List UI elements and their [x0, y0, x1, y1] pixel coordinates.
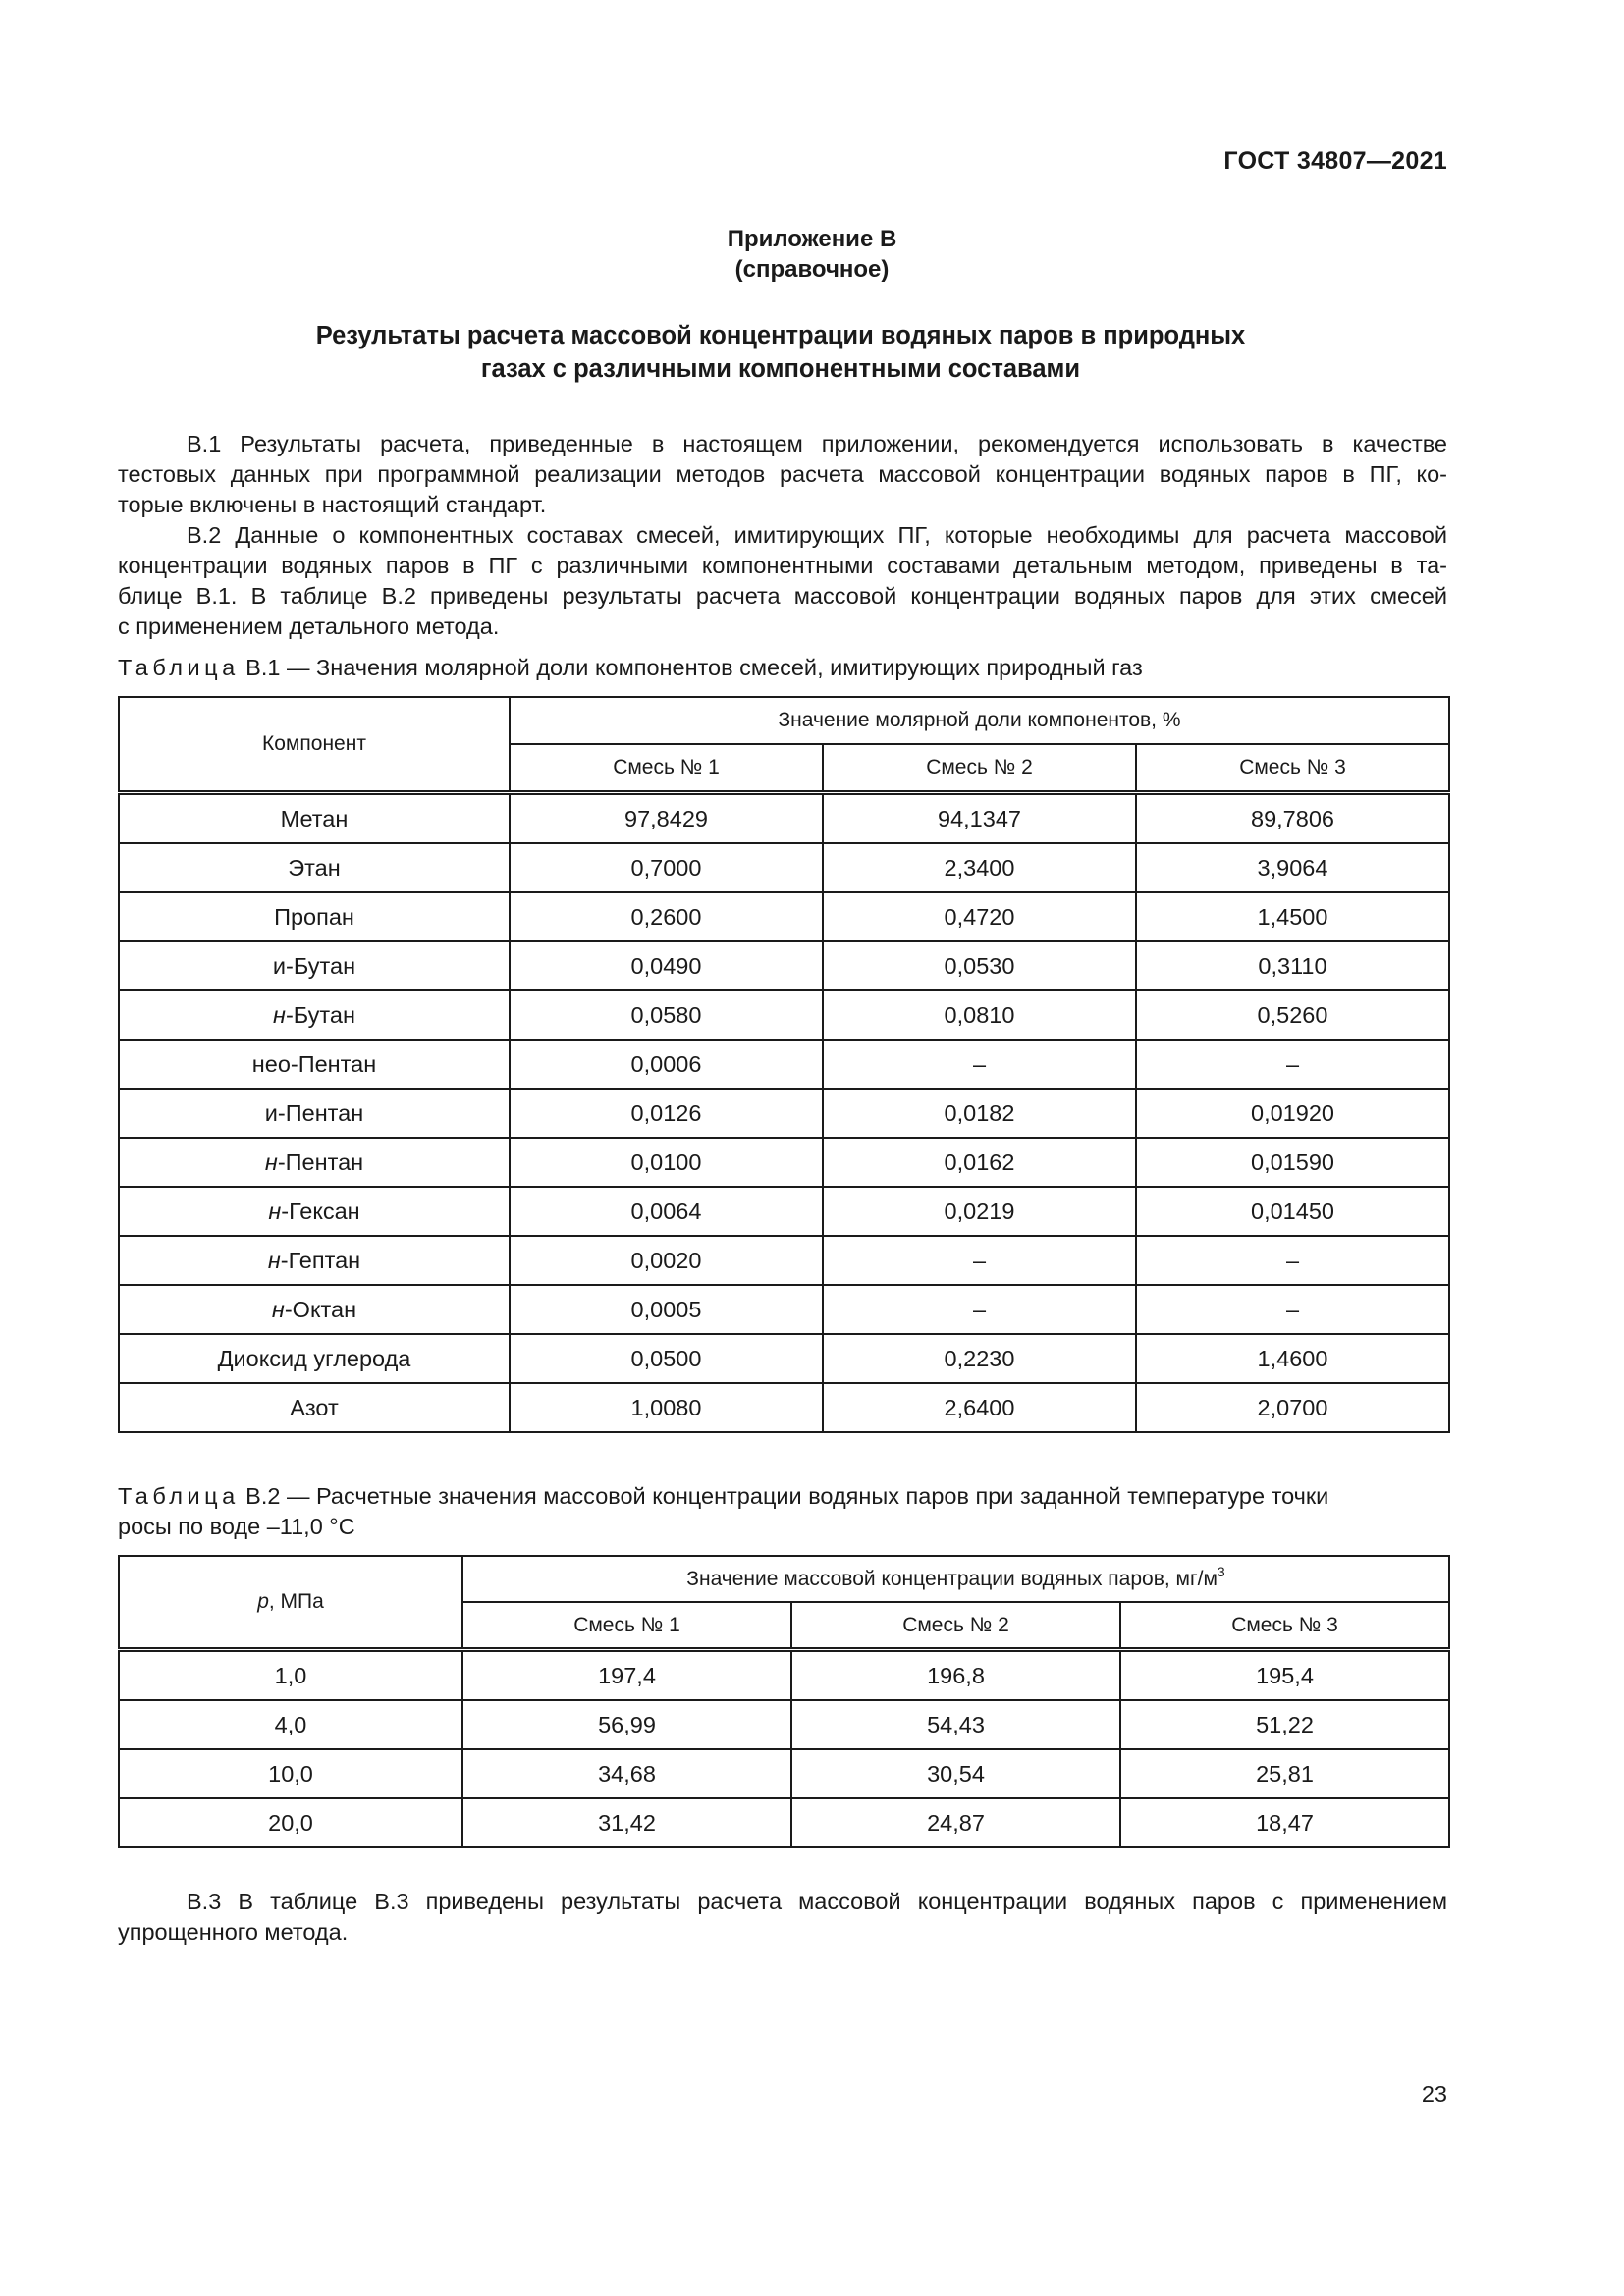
mole-fraction-cell: 0,0500 — [510, 1334, 823, 1383]
table-row — [119, 1700, 1449, 1749]
component-label: -Гептан — [280, 1247, 361, 1273]
mole-fraction-cell: 0,0182 — [823, 1089, 1136, 1138]
concentration-cell: 197,4 — [462, 1650, 791, 1701]
mole-fraction-cell: – — [823, 1285, 1136, 1334]
component-label: Метан — [280, 805, 349, 831]
concentration-cell: 56,99 — [462, 1700, 791, 1749]
component-label: Этан — [288, 854, 341, 881]
concentration-cell: 24,87 — [791, 1798, 1120, 1847]
table-row — [119, 1334, 1449, 1383]
paragraph-b1 — [118, 429, 1447, 520]
section-title — [0, 319, 1561, 386]
component-name — [119, 1383, 510, 1432]
mole-fraction-cell: 0,3110 — [1136, 941, 1449, 990]
concentration-cell: 31,42 — [462, 1798, 791, 1847]
component-name — [119, 990, 510, 1040]
mole-fraction-cell: 0,0064 — [510, 1187, 823, 1236]
mole-fraction-cell: 1,4600 — [1136, 1334, 1449, 1383]
paragraph-line: торые включены в настоящий стандарт. — [118, 492, 547, 517]
table-row — [119, 990, 1449, 1040]
table-row — [119, 1187, 1449, 1236]
component-name — [119, 1138, 510, 1187]
section-title-line-2: газах с различными компонентными составами — [480, 355, 1081, 383]
pressure-cell: 1,0 — [119, 1650, 462, 1701]
mole-fraction-cell: 94,1347 — [823, 793, 1136, 844]
table1-caption-text: В.1 — Значения молярной доли компонентов смесей, имитирующих природный газ — [239, 655, 1143, 680]
table-row — [119, 1798, 1449, 1847]
table1-caption-label: Таблица — [118, 655, 240, 680]
concentration-cell: 195,4 — [1120, 1650, 1449, 1701]
table-row — [119, 892, 1449, 941]
paragraph-line: В.3 В таблице В.3 приведены результаты расчета массовой концентрации водяных паров с применением — [187, 1889, 1447, 1914]
mole-fraction-cell: 0,01920 — [1136, 1089, 1449, 1138]
mole-fraction-cell: 0,2230 — [823, 1334, 1136, 1383]
mole-fraction-cell: 0,4720 — [823, 892, 1136, 941]
concentration-cell: 18,47 — [1120, 1798, 1449, 1847]
pressure-unit: , МПа — [268, 1590, 324, 1613]
table1-body — [119, 793, 1449, 1433]
mole-fraction-cell: – — [1136, 1236, 1449, 1285]
component-label: нео-Пентан — [251, 1050, 377, 1077]
table1-header-mix-3: Смесь № 3 — [1136, 744, 1449, 793]
paragraph-line: с применением детального метода. — [118, 614, 500, 639]
table1-header-group: Значение молярной доли компонентов, % — [510, 697, 1449, 744]
component-label: и-Пентан — [264, 1099, 364, 1126]
table2-header-group-sup: 3 — [1217, 1563, 1225, 1579]
paragraph-line: тестовых данных при программной реализации методов расчета массовой концентрации водяных паров в ПГ, ко- — [118, 461, 1447, 487]
table-row — [119, 843, 1449, 892]
component-name — [119, 1236, 510, 1285]
table2-caption-line-1 — [118, 1481, 1447, 1512]
component-label: -Гексан — [281, 1198, 360, 1224]
component-name — [119, 1285, 510, 1334]
mole-fraction-cell: 0,7000 — [510, 843, 823, 892]
table-row — [119, 1089, 1449, 1138]
component-name — [119, 1089, 510, 1138]
table-row — [119, 793, 1449, 844]
component-name — [119, 1334, 510, 1383]
mole-fraction-cell: 2,3400 — [823, 843, 1136, 892]
mole-fraction-cell: 3,9064 — [1136, 843, 1449, 892]
table-row — [119, 1383, 1449, 1432]
table-row — [119, 941, 1449, 990]
table1-header-mix-1: Смесь № 1 — [510, 744, 823, 793]
section-title-line-1: Результаты расчета массовой концентрации водяных паров в природных — [315, 322, 1246, 349]
table2-body — [119, 1650, 1449, 1848]
table2-caption-text: В.2 — Расчетные значения массовой концентрации водяных паров при заданной температуре точки — [239, 1483, 1329, 1509]
table2-caption-line-2: росы по воде –11,0 °С — [118, 1514, 355, 1539]
component-label: Азот — [290, 1394, 339, 1420]
concentration-cell: 34,68 — [462, 1749, 791, 1798]
table-b1 — [118, 696, 1450, 1433]
component-label: и-Бутан — [272, 952, 356, 979]
pressure-cell: 10,0 — [119, 1749, 462, 1798]
component-label: -Бутан — [285, 1001, 355, 1028]
concentration-cell: 51,22 — [1120, 1700, 1449, 1749]
paragraph-line: концентрации водяных паров в ПГ с различными компонентными составами детальным методом, приведены в та- — [118, 553, 1447, 578]
paragraph-line: В.2 Данные о компонентных составах смесей, имитирующих ПГ, которые необходимы для расчета массовой — [187, 522, 1447, 548]
table2-header-mix-3: Смесь № 3 — [1120, 1602, 1449, 1650]
mole-fraction-cell: 0,0219 — [823, 1187, 1136, 1236]
table1-caption — [118, 653, 1447, 683]
paragraph-line: блице В.1. В таблице В.2 приведены результаты расчета массовой концентрации водяных паров для этих смесей — [118, 583, 1447, 609]
table-b2 — [118, 1555, 1450, 1848]
table-row — [119, 1236, 1449, 1285]
pressure-cell: 20,0 — [119, 1798, 462, 1847]
component-name — [119, 1040, 510, 1089]
paragraph-line: В.1 Результаты расчета, приведенные в настоящем приложении, рекомендуется использовать в качестве — [187, 431, 1447, 456]
table-row — [119, 1650, 1449, 1701]
mole-fraction-cell: 1,4500 — [1136, 892, 1449, 941]
table2-header-group — [462, 1556, 1449, 1602]
mole-fraction-cell: 1,0080 — [510, 1383, 823, 1432]
mole-fraction-cell: 97,8429 — [510, 793, 823, 844]
mole-fraction-cell: 0,0580 — [510, 990, 823, 1040]
mole-fraction-cell: 0,0006 — [510, 1040, 823, 1089]
mole-fraction-cell: – — [823, 1040, 1136, 1089]
standard-code: ГОСТ 34807—2021 — [1223, 147, 1447, 175]
paragraph-b2 — [118, 520, 1447, 642]
component-name — [119, 793, 510, 844]
concentration-cell: 54,43 — [791, 1700, 1120, 1749]
mole-fraction-cell: 0,0810 — [823, 990, 1136, 1040]
mole-fraction-cell: 0,01450 — [1136, 1187, 1449, 1236]
paragraph-b3 — [118, 1887, 1447, 1948]
table2-header-group-text: Значение массовой концентрации водяных паров, мг/м — [686, 1567, 1218, 1590]
mole-fraction-cell: 0,0490 — [510, 941, 823, 990]
mole-fraction-cell: 0,01590 — [1136, 1138, 1449, 1187]
mole-fraction-cell: 89,7806 — [1136, 793, 1449, 844]
appendix-title: Приложение В — [727, 226, 897, 252]
concentration-cell: 25,81 — [1120, 1749, 1449, 1798]
mole-fraction-cell: 0,0126 — [510, 1089, 823, 1138]
component-prefix: н — [268, 1198, 282, 1224]
component-name — [119, 843, 510, 892]
component-label: -Пентан — [277, 1148, 364, 1175]
mole-fraction-cell: – — [823, 1236, 1136, 1285]
mole-fraction-cell: 0,0530 — [823, 941, 1136, 990]
component-prefix: н — [273, 1001, 286, 1028]
mole-fraction-cell: 2,0700 — [1136, 1383, 1449, 1432]
pressure-symbol: p — [257, 1590, 269, 1613]
page-number: 23 — [1421, 2081, 1447, 2107]
concentration-cell: 30,54 — [791, 1749, 1120, 1798]
component-prefix: н — [267, 1247, 281, 1273]
mole-fraction-cell: – — [1136, 1285, 1449, 1334]
table-row — [119, 1285, 1449, 1334]
table1-header-mix-2: Смесь № 2 — [823, 744, 1136, 793]
mole-fraction-cell: 0,0100 — [510, 1138, 823, 1187]
mole-fraction-cell: – — [1136, 1040, 1449, 1089]
component-prefix: н — [271, 1296, 285, 1322]
component-label: Диоксид углерода — [217, 1345, 411, 1371]
appendix-heading — [0, 224, 1624, 285]
table-row — [119, 1138, 1449, 1187]
table2-header-mix-1: Смесь № 1 — [462, 1602, 791, 1650]
table2-caption-label: Таблица — [118, 1483, 240, 1509]
pressure-cell: 4,0 — [119, 1700, 462, 1749]
concentration-cell: 196,8 — [791, 1650, 1120, 1701]
table-row — [119, 1749, 1449, 1798]
mole-fraction-cell: 0,0020 — [510, 1236, 823, 1285]
mole-fraction-cell: 0,5260 — [1136, 990, 1449, 1040]
table2-caption — [118, 1481, 1447, 1542]
component-prefix: н — [264, 1148, 278, 1175]
appendix-status: (справочное) — [734, 256, 890, 283]
component-name — [119, 892, 510, 941]
component-label: -Октан — [284, 1296, 357, 1322]
component-name — [119, 1187, 510, 1236]
paragraph-line: упрощенного метода. — [118, 1919, 349, 1945]
table2-header-mix-2: Смесь № 2 — [791, 1602, 1120, 1650]
table2-header-pressure — [119, 1556, 462, 1650]
mole-fraction-cell: 0,0162 — [823, 1138, 1136, 1187]
table1-header-component: Компонент — [119, 697, 510, 793]
mole-fraction-cell: 0,2600 — [510, 892, 823, 941]
table-row — [119, 1040, 1449, 1089]
mole-fraction-cell: 0,0005 — [510, 1285, 823, 1334]
component-label: Пропан — [274, 903, 354, 930]
component-name — [119, 941, 510, 990]
mole-fraction-cell: 2,6400 — [823, 1383, 1136, 1432]
